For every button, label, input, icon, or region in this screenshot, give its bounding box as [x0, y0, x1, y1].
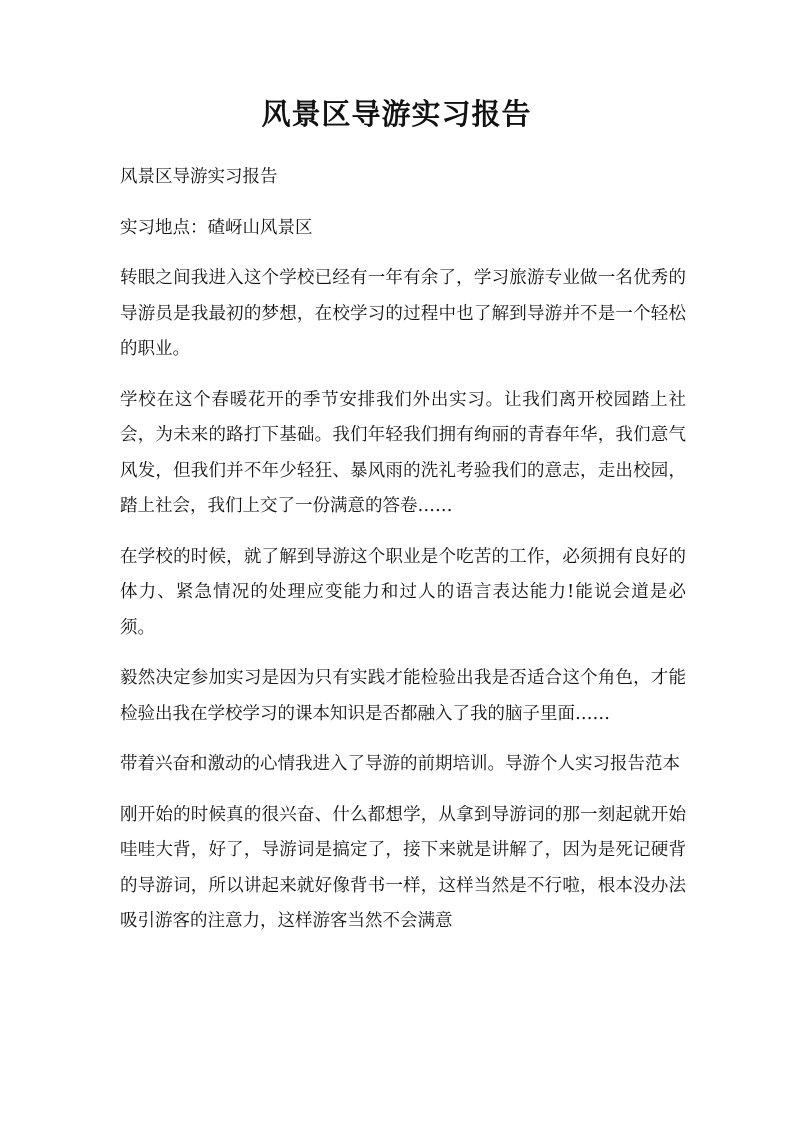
body-paragraph: 学校在这个春暖花开的季节安排我们外出实习。让我们离开校园踏上社会，为未来的路打下基础。我们年轻我们拥有绚丽的青春年华，我们意气风发，但我们并不年少轻狂、暴风雨的洗礼考验我们的意志，走出校园，踏上社会，我们上交了一份满意的答卷…… — [120, 389, 686, 516]
document-body — [120, 160, 686, 955]
body-paragraph: 带着兴奋和激动的心情我进入了导游的前期培训。导游个人实习报告范本 — [120, 754, 680, 774]
location-paragraph: 实习地点：碴岈山风景区 — [120, 217, 313, 238]
body-paragraph: 转眼之间我进入这个学校已经有一年有余了，学习旅游专业做一名优秀的导游员是我最初的梦想，在校学习的过程中也了解到导游并不是一个轻松的职业。 — [120, 268, 686, 359]
document-title: 风景区导游实习报告 — [261, 97, 532, 131]
body-paragraph: 毅然决定参加实习是因为只有实践才能检验出我是否适合这个角色，才能检验出我在学校学习的课本知识是否都融入了我的脑子里面…… — [120, 668, 686, 724]
body-paragraph: 刚开始的时候真的很兴奋、什么都想学，从拿到导游词的那一刻起就开始哇哇大背，好了，导游词是搞定了，接下来就是讲解了，因为是死记硬背的导游词，所以讲起来就好像背书一样，这样当然是不行啦，根本没办法吸引游客的注意力，这样游客当然不会满意 — [120, 804, 686, 931]
subtitle-paragraph: 风景区导游实习报告 — [120, 167, 278, 187]
body-paragraph: 在学校的时候，就了解到导游这个职业是个吃苦的工作，必须拥有良好的体力、紧急情况的处理应变能力和过人的语言表达能力!能说会道是必须。 — [120, 546, 686, 638]
